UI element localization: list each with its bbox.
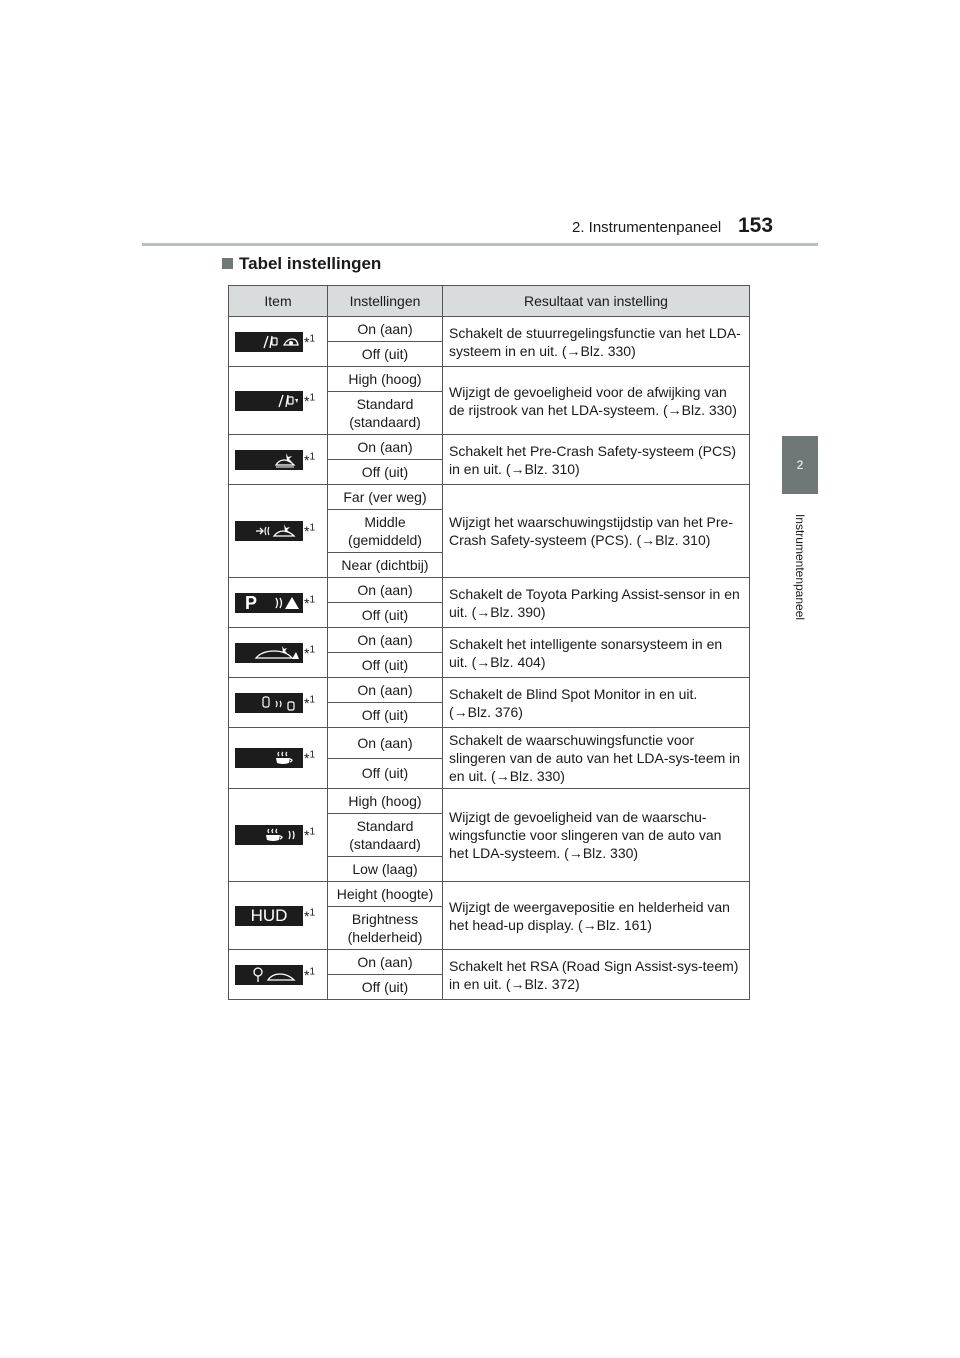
result-cell: Schakelt het RSA (Road Sign Assist-sys-teem) in en uit. (→Blz. 372) [443,950,750,1000]
footnote-marker [304,967,315,983]
setting-cell: Off (uit) [328,342,443,367]
setting-cell: Brightness (helderheid) [328,907,443,950]
item-cell [229,367,328,435]
hud-label: HUD [250,905,288,925]
item-cell [229,950,328,1000]
footnote-marker [304,645,315,661]
item-cell [229,882,328,950]
result-cell: Schakelt de stuurregelingsfunctie van het LDA-systeem in en uit. (→Blz. 330) [443,317,750,367]
chapter-tab-label-text: Instrumentenpaneel [793,513,807,621]
item-cell [229,485,328,578]
footnote-number: 1 [309,826,316,838]
setting-cell: On (aan) [328,317,443,342]
setting-cell: Height (hoogte) [328,882,443,907]
result-cell: Wijzigt het waarschuwingstijdstip van het Pre-Crash Safety-systeem (PCS). (→Blz. 310) [443,485,750,578]
pcs-timing-icon [235,521,303,541]
setting-cell: Off (uit) [328,758,443,789]
footnote-star: * [304,750,310,767]
result-cell: Schakelt het intelligente sonarsysteem in en uit. (→Blz. 404) [443,628,750,678]
item-cell [229,728,328,789]
column-header-settings: Instellingen [328,286,443,317]
setting-cell: Far (ver weg) [328,485,443,510]
setting-cell: On (aan) [328,628,443,653]
footnote-star: * [304,966,310,983]
setting-cell: Standard (standaard) [328,814,443,857]
parking-assist-icon [235,593,303,613]
settings-table [228,285,750,1000]
sway-warning-icon [235,748,303,768]
table-header-row [229,286,750,317]
footnote-number: 1 [309,333,316,345]
table-row [229,367,750,392]
pre-crash-icon [235,450,303,470]
sonar-icon [235,643,303,663]
footnote-marker [304,452,315,468]
footnote-star: * [304,392,310,409]
footnote-number: 1 [309,749,316,761]
item-cell [229,317,328,367]
footnote-marker [304,393,315,409]
footnote-star: * [304,694,310,711]
table-row [229,950,750,975]
result-cell: Schakelt het Pre-Crash Safety-systeem (PCS) in en uit. (→Blz. 310) [443,435,750,485]
item-cell [229,678,328,728]
footnote-marker [304,695,315,711]
footnote-number: 1 [309,522,316,534]
footnote-number: 1 [309,966,316,978]
item-cell [229,789,328,882]
table-row [229,435,750,460]
column-header-item: Item [229,286,328,317]
result-cell: Schakelt de waarschuwingsfunctie voor slingeren van de auto van het LDA-sys-teem in en uit. (→Blz. 330) [443,728,750,789]
setting-cell: Middle (gemiddeld) [328,510,443,553]
table-row [229,578,750,603]
result-cell: Wijzigt de weergavepositie en helderheid van het head-up display. (→Blz. 161) [443,882,750,950]
footnote-marker [304,750,315,766]
setting-cell: On (aan) [328,578,443,603]
setting-cell: Off (uit) [328,703,443,728]
parking-letter: P [245,592,258,613]
chapter-tab: 2 [782,436,818,494]
chapter-title: 2. Instrumentenpaneel [572,219,722,236]
footnote-star: * [304,644,310,661]
table-body [229,317,750,1000]
result-cell: Wijzigt de gevoeligheid van de waarschu-wingsfunctie voor slingeren van de auto van het LDA-systeem. (→Blz. 330) [443,789,750,882]
item-cell [229,628,328,678]
road-sign-assist-icon [235,965,303,985]
setting-cell: High (hoog) [328,789,443,814]
table-row [229,317,750,342]
lane-sensitivity-icon [235,391,303,411]
setting-cell: High (hoog) [328,367,443,392]
footnote-star: * [304,451,310,468]
setting-cell: Off (uit) [328,975,443,1000]
table-row [229,628,750,653]
setting-cell: Off (uit) [328,653,443,678]
setting-cell: Off (uit) [328,603,443,628]
lda-steering-icon [235,332,303,352]
section-title-text: Tabel instellingen [239,254,382,273]
section-marker-icon [222,258,233,269]
footnote-star: * [304,333,310,350]
setting-cell: On (aan) [328,950,443,975]
footnote-star: * [304,907,310,924]
footnote-star: * [304,594,310,611]
setting-cell: On (aan) [328,435,443,460]
footnote-marker [304,334,315,350]
result-cell: Schakelt de Toyota Parking Assist-sensor in en uit. (→Blz. 390) [443,578,750,628]
table-row [229,678,750,703]
chapter-tab-label [780,502,820,632]
hud-icon [235,906,303,926]
footnote-marker [304,523,315,539]
table-row [229,728,750,759]
setting-cell: On (aan) [328,678,443,703]
page-number: 153 [738,214,774,237]
result-cell: Schakelt de Blind Spot Monitor in en uit. (→Blz. 376) [443,678,750,728]
footnote-star: * [304,827,310,844]
section-title [222,254,381,274]
table-row [229,789,750,814]
footnote-number: 1 [309,451,316,463]
footnote-number: 1 [309,594,316,606]
footnote-marker [304,827,315,843]
footnote-marker [304,595,315,611]
result-cell: Wijzigt de gevoeligheid voor de afwijking van de rijstrook van het LDA-systeem. (→Blz. 330) [443,367,750,435]
table-row [229,485,750,510]
table-row [229,882,750,907]
setting-cell: Low (laag) [328,857,443,882]
footnote-number: 1 [309,694,316,706]
setting-cell: Off (uit) [328,460,443,485]
item-cell [229,578,328,628]
footnote-marker [304,908,315,924]
column-header-result: Resultaat van instelling [443,286,750,317]
footnote-number: 1 [309,644,316,656]
item-cell [229,435,328,485]
blind-spot-icon [235,693,303,713]
sway-sensitivity-icon [235,825,303,845]
setting-cell: Near (dichtbij) [328,553,443,578]
footnote-star: * [304,523,310,540]
setting-cell: Standard (standaard) [328,392,443,435]
footnote-number: 1 [309,907,316,919]
setting-cell: On (aan) [328,728,443,759]
footnote-number: 1 [309,392,316,404]
header-divider [142,243,818,246]
